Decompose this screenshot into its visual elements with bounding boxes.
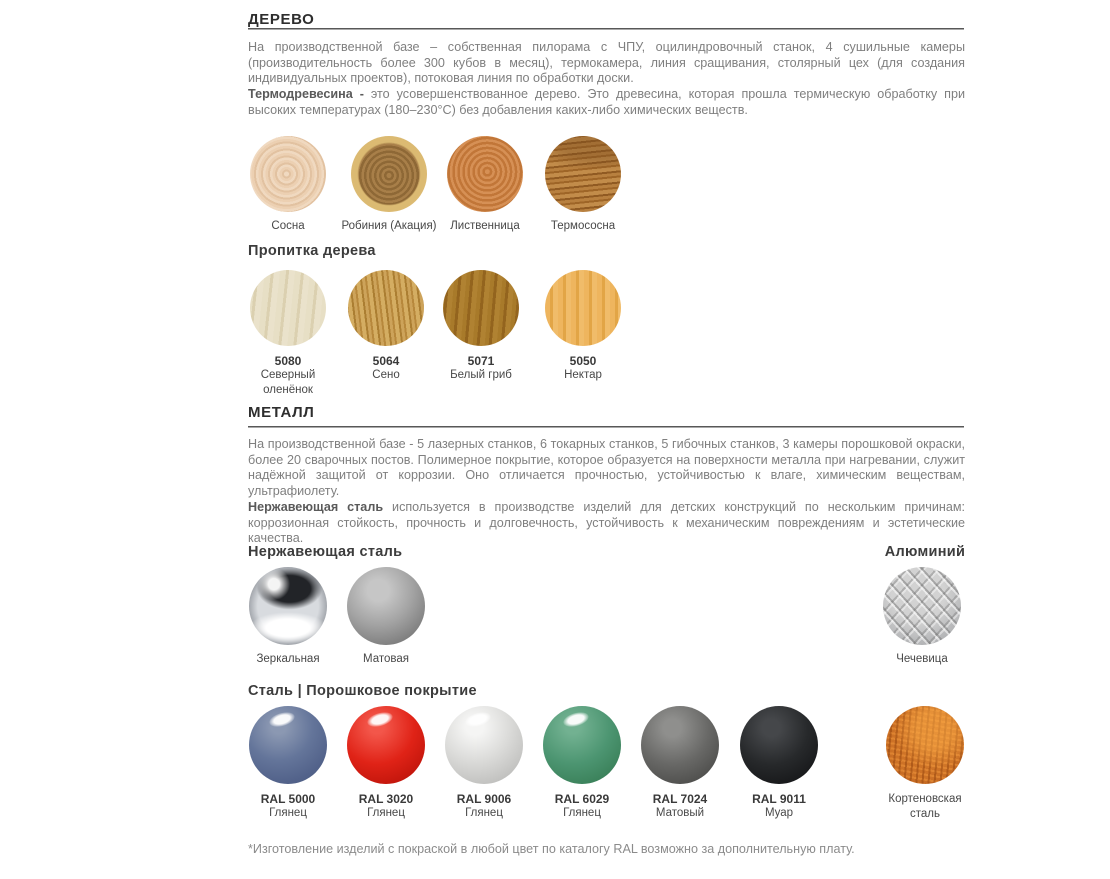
checker-plate-image (883, 567, 961, 645)
ral-code: RAL 5000 (260, 792, 316, 806)
impregnation-name: Нектар (564, 369, 602, 381)
stainless-label: Зеркальная (256, 653, 320, 665)
ral-finish: Глянец (367, 807, 405, 819)
powder-swatch-corten (870, 706, 980, 821)
aluminum-swatch-lentil (867, 567, 977, 666)
wood-swatch-label: Лиственница (450, 220, 520, 232)
impregnation-swatch-5071 (426, 270, 536, 383)
impregnation-5064-image (348, 270, 424, 346)
impregnation-code: 5080 (274, 354, 302, 368)
powder-swatch-ral3020 (331, 706, 441, 821)
ral-code: RAL 9011 (752, 792, 806, 806)
stainless-swatch-mirror (233, 567, 343, 666)
wood-intro-paragraph: На производственной базе – собственная пилорама с ЧПУ, оцилиндровочный станок, 4 сушильные камеры (производительность более 300 кубов в месяц), термокамера, линия сращивания, столярный цех (для создания индивидуальных проектов), потоковая линия по обработки доски. (248, 40, 965, 86)
impregnation-swatch-5050 (528, 270, 638, 383)
robinia-slice-image (351, 136, 427, 212)
wood-swatch-label: Сосна (271, 220, 305, 232)
powder-swatch-ral9006 (429, 706, 539, 821)
mirror-steel-sphere-image (249, 567, 327, 645)
powder-swatch-ral5000 (233, 706, 343, 821)
impregnation-5071-image (443, 270, 519, 346)
ral-3020-sphere-image (347, 706, 425, 784)
wood-section-title: ДЕРЕВО (248, 11, 315, 28)
wood-swatch-thermopine (528, 136, 638, 233)
wood-swatch-label: Термососна (550, 220, 616, 232)
thermowood-description: это усовершенствованное дерево. Это древесина, которая прошла термическую обработку при высоких температурах (180–230°С) без добавления каких-либо химических веществ. (248, 87, 965, 117)
wood-swatch-pine (233, 136, 343, 233)
ral-code: RAL 9006 (456, 792, 512, 806)
wood-swatch-label: Робиния (Акация) (341, 220, 437, 232)
ral-code: RAL 3020 (358, 792, 414, 806)
thermopine-image (545, 136, 621, 212)
pine-slice-image (250, 136, 326, 212)
wood-thermo-paragraph (248, 87, 965, 118)
aluminum-title: Алюминий (884, 544, 966, 560)
impregnation-swatch-5064 (331, 270, 441, 383)
ral-finish: Муар (764, 807, 794, 819)
ral-7024-sphere-image (641, 706, 719, 784)
ral-9011-sphere-image (740, 706, 818, 784)
metal-stainless-paragraph (248, 500, 965, 547)
ral-finish: Глянец (269, 807, 307, 819)
stainless-description: используется в производстве изделий для детских конструкций по нескольким причинам: коррозионная стойкость, прочность и долговечность, устойчивость к механическим повреждениям и эстетические качества. (248, 500, 965, 546)
impregnation-swatch-5080 (233, 270, 343, 397)
ral-code: RAL 7024 (652, 792, 708, 806)
stainless-swatch-matte (331, 567, 441, 666)
impregnation-name: Сено (372, 369, 400, 381)
metal-intro-paragraph: На производственной базе - 5 лазерных станков, 6 токарных станков, 5 гибочных станков, 3 камеры порошковой окраски, более 20 сварочных постов. Полимерное покрытие, которое образуется на поверхности металла при нагревании, служит надёжной защитой от коррозии. Оно отличается прочностью, устойчивостью к влаге, химическим веществам, ультрафиолету. (248, 437, 965, 499)
powder-swatch-ral6029 (527, 706, 637, 821)
ral-code: RAL 6029 (554, 792, 610, 806)
powder-swatch-ral9011 (724, 706, 834, 821)
wood-swatch-larch (430, 136, 540, 233)
impregnation-5080-image (250, 270, 326, 346)
corten-label: Кортеновская сталь (888, 793, 962, 820)
ral-finish: Глянец (563, 807, 601, 819)
stainless-title: Нержавеющая сталь (248, 544, 403, 560)
impregnation-name: Белый гриб (450, 369, 512, 381)
aluminum-label: Чечевица (896, 653, 948, 665)
impregnation-code: 5071 (467, 354, 495, 368)
impregnation-title: Пропитка дерева (248, 243, 376, 259)
ral-footnote: *Изготовление изделий с покраской в любой цвет по каталогу RAL возможно за дополнительную плату. (248, 842, 855, 856)
ral-5000-sphere-image (249, 706, 327, 784)
thermowood-term: Термодревесина - (248, 87, 364, 101)
stainless-label: Матовая (363, 653, 409, 665)
ral-finish: Матовый (655, 807, 705, 819)
larch-slice-image (447, 136, 523, 212)
powder-coating-title: Сталь | Порошковое покрытие (248, 683, 477, 699)
ral-9006-sphere-image (445, 706, 523, 784)
ral-6029-sphere-image (543, 706, 621, 784)
impregnation-code: 5064 (372, 354, 400, 368)
impregnation-code: 5050 (569, 354, 597, 368)
matte-steel-sphere-image (347, 567, 425, 645)
metal-section-divider (248, 426, 964, 428)
corten-steel-image (886, 706, 964, 784)
powder-swatch-ral7024 (625, 706, 735, 821)
metal-section-title: МЕТАЛЛ (248, 404, 315, 421)
impregnation-name: Северный оленёнок (260, 369, 316, 396)
stainless-term: Нержавеющая сталь (248, 500, 384, 514)
wood-swatch-robinia (334, 136, 444, 233)
wood-section-divider (248, 28, 964, 30)
ral-finish: Глянец (465, 807, 503, 819)
impregnation-5050-image (545, 270, 621, 346)
